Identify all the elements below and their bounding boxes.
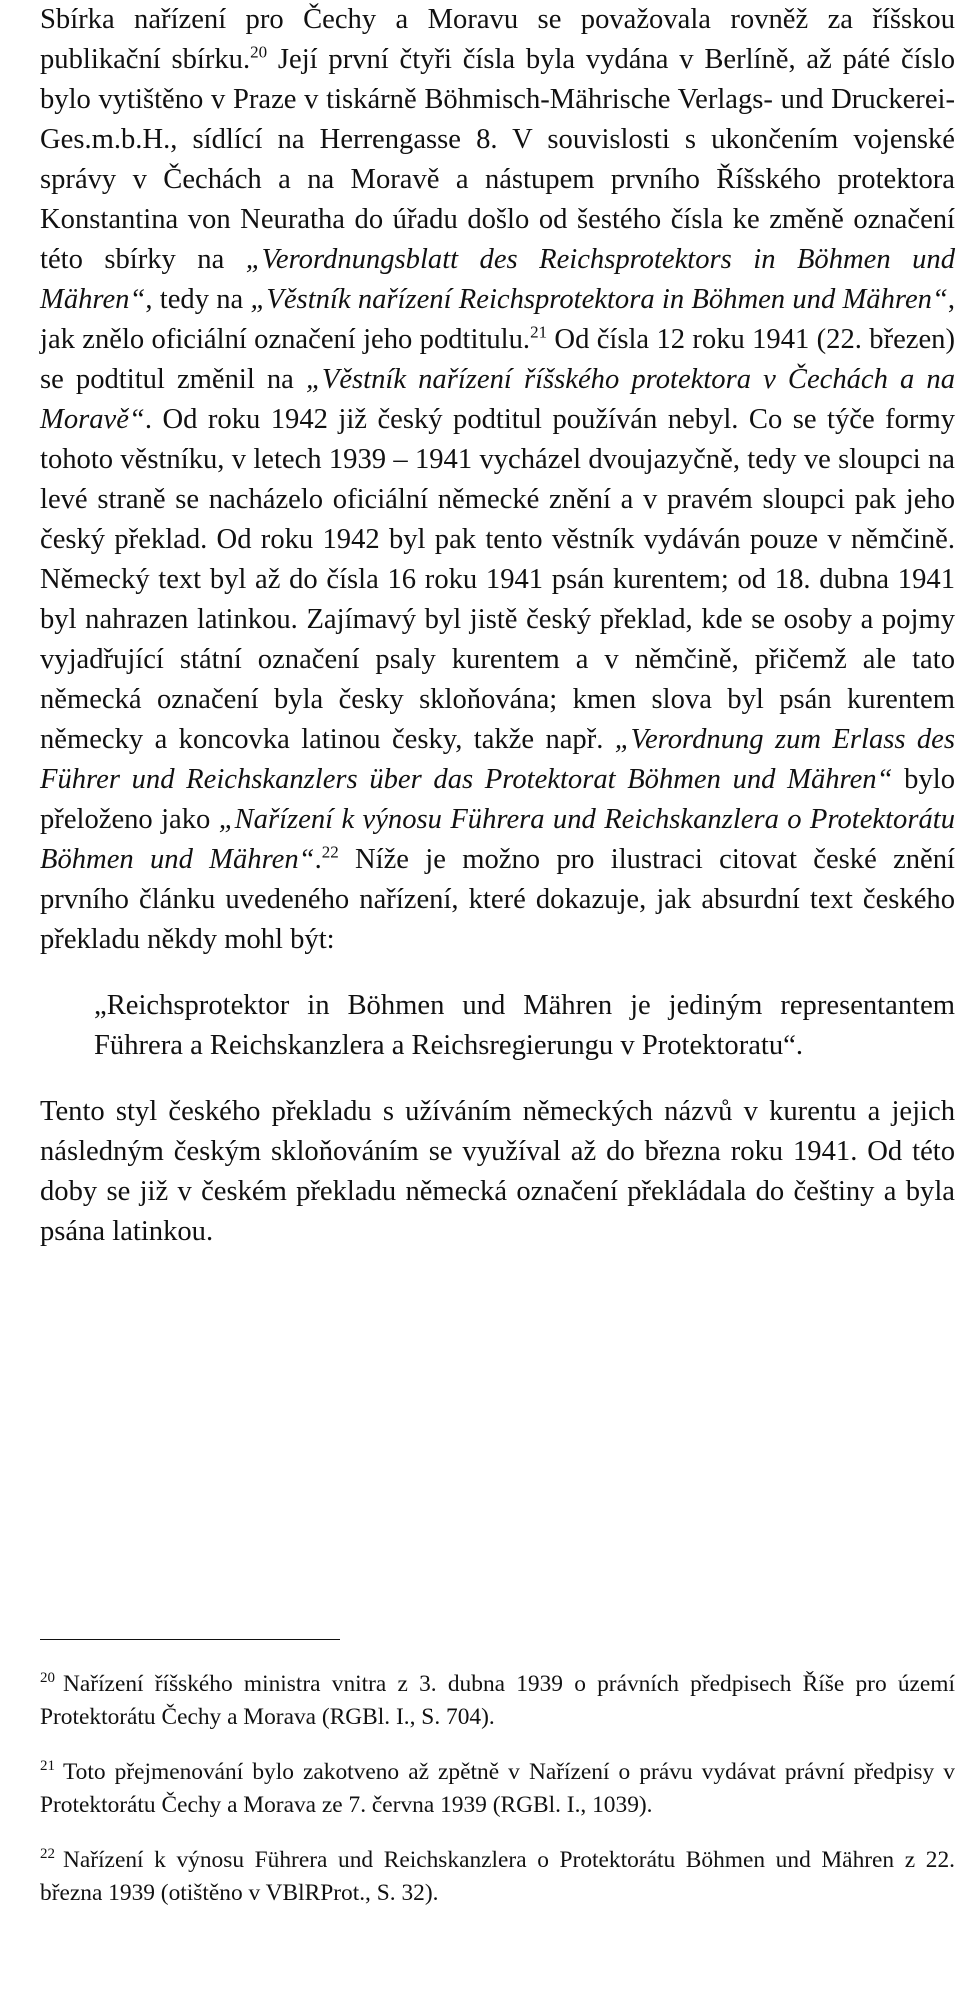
italic-title: „Věstník nařízení Reichsprotektora in Böhmen und Mähren“ [250, 284, 948, 315]
body-paragraph-2: Tento styl českého překladu s užíváním německých názvů v kurentu a jejich následným českým skloňováním se využíval až do března roku 1941. Od této doby se již v českém překladu německá označení překládala do češtiny a byla psána latinkou. [40, 1096, 955, 1247]
body-paragraph-1 [40, 0, 955, 960]
footnote-number: 21 [40, 1758, 55, 1775]
italic-title: „Věstník nařízení říšského protektora v Čechách a na Moravě“ [40, 364, 955, 435]
text-segment: bylo přeloženo jako [40, 764, 955, 835]
footnote-20 [40, 1668, 955, 1734]
text-segment: Od čísla 12 roku 1941 (22. březen) se podtitul změnil na [40, 324, 955, 395]
footnote-number: 22 [40, 1846, 55, 1863]
text-segment: . [314, 844, 322, 875]
footnotes [40, 1668, 955, 1932]
footnote-ref-21[interactable]: 21 [530, 322, 548, 342]
text-segment: , jak znělo oficiální označení jeho podtitulu. [40, 284, 956, 355]
text-segment: Její první čtyři čísla byla vydána v Berlíně, až páté číslo bylo vytištěno v Praze v tiskárně Böhmisch-Mährische Verlags- und Druckerei-Ges.m.b.H., sídlící na Herrengasse 8. V souvislosti s ukončením vojenské správy v Čechách a na Moravě a nástupem prvního Říšského protektora Konstantina von Neuratha do úřadu došlo od šestého čísla ke změně označení této sbírky na [40, 44, 955, 275]
footnote-text: Nařízení k výnosu Führera und Reichskanzlera o Protektorátu Böhmen und Mähren z 22. března 1939 (otištěno v VBlRProt., S. 32). [40, 1847, 955, 1906]
footnote-21 [40, 1756, 955, 1822]
footnote-text: Toto přejmenování bylo zakotveno až zpětně v Nařízení o právu vydávat právní předpisy v Protektorátu Čechy a Morava ze 7. června 1939 (RGBl. I., 1039). [40, 1759, 955, 1818]
footnote-22 [40, 1844, 955, 1910]
document-page [40, 0, 955, 1252]
footnote-text: Nařízení říšského ministra vnitra z 3. dubna 1939 o právních předpisech Říše pro území Protektorátu Čechy a Morava (RGBl. I., S. 704). [40, 1671, 955, 1730]
italic-title: „Verordnung zum Erlass des Führer und Reichskanzlers über das Protektorat Böhmen und Mähren“ [40, 724, 955, 795]
text-segment: Níže je možno pro ilustraci citovat české znění prvního článku uvedeného nařízení, které dokazuje, jak absurdní text českého překladu někdy mohl být: [40, 844, 955, 955]
italic-title: „Nařízení k výnosu Führera und Reichskanzlera o Protektorátu Böhmen und Mähren“ [40, 804, 955, 875]
text-segment: . Od roku 1942 již český podtitul používán nebyl. Co se týče formy tohoto věstníku, v letech 1939 – 1941 vycházel dvoujazyčně, tedy ve sloupci na levé straně se nacházelo oficiální německé znění a v pravém sloupci pak jeho český překlad. Od roku 1942 byl pak tento věstník vydáván pouze v němčině. Německý text byl až do čísla 16 roku 1941 psán kurentem; od 18. dubna 1941 byl nahrazen latinkou. Zajímavý byl jistě český překlad, kde se osoby a pojmy vyjadřující státní označení psaly kurentem a v němčině, přičemž ale tato německá označení byla česky skloňována; kmen slova byl psán kurentem německy a koncovka latinou česky, takže např. [40, 404, 955, 755]
block-quote: „Reichsprotektor in Böhmen und Mähren je jediným representantem Führera a Reichskanzlera a Reichsregierungu v Protektoratu“. [94, 990, 955, 1061]
italic-title: „Verordnungsblatt des Reichsprotektors in Böhmen und Mähren“ [40, 244, 955, 315]
text-segment: Sbírka nařízení pro Čechy a Moravu se považovala rovněž za říšskou publikační sbírku. [40, 4, 955, 75]
footnote-ref-20[interactable]: 20 [250, 42, 268, 62]
footnote-number: 20 [40, 1670, 55, 1687]
footnote-separator [40, 1639, 340, 1640]
footnote-ref-22[interactable]: 22 [321, 842, 339, 862]
text-segment: , tedy na [145, 284, 251, 315]
